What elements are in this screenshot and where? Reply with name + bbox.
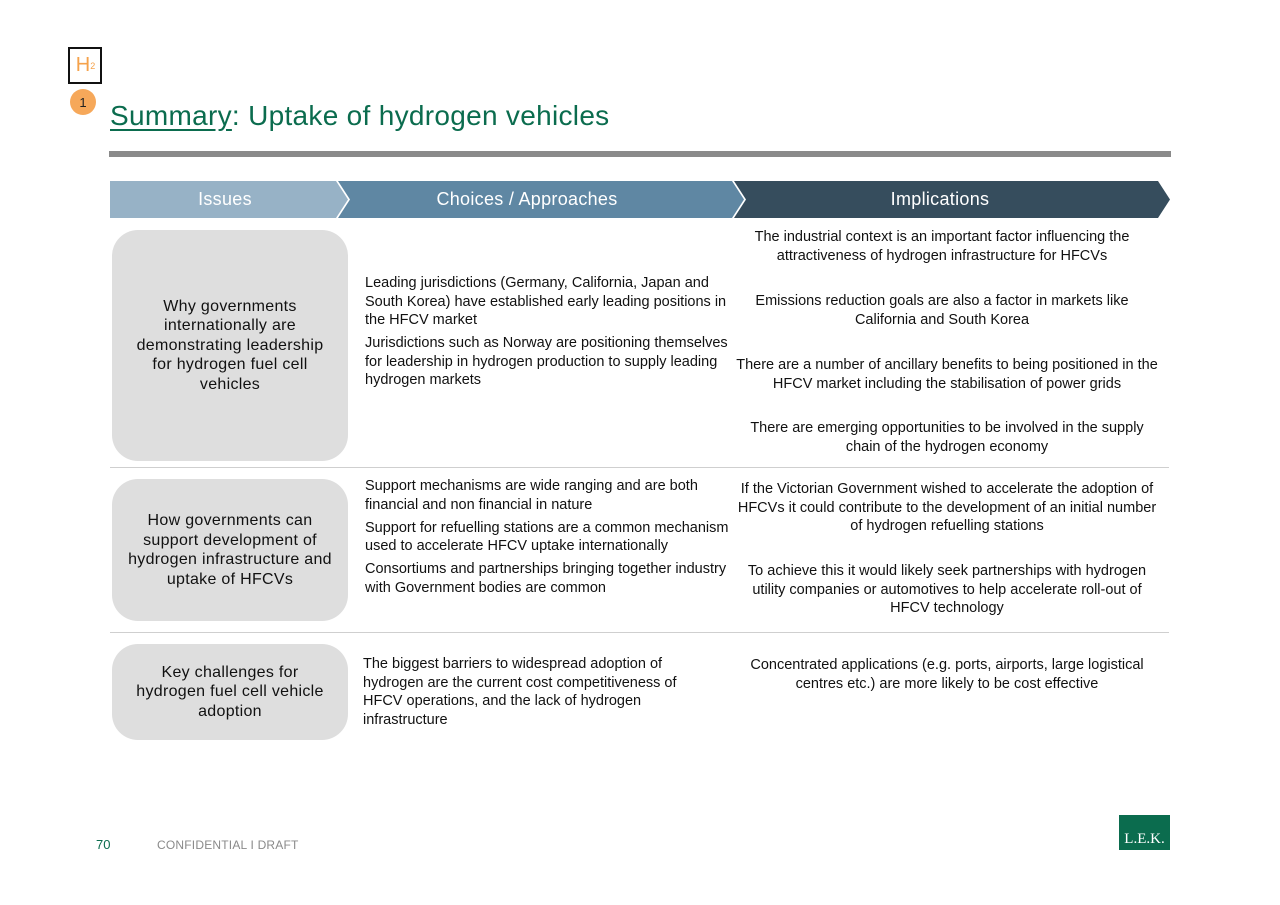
confidentiality-label: CONFIDENTIAL I DRAFT — [157, 838, 299, 852]
lek-logo: L.E.K. — [1119, 815, 1170, 850]
implication-item: To achieve this it would likely seek partnerships with hydrogen utility companies or automotives to help accelerate roll-out of HFCV technology — [747, 563, 1147, 616]
choice-item: Support for refuelling stations are a common mechanism used to accelerate HFCV uptake internationally — [365, 519, 729, 554]
implication-item: The industrial context is an important factor influencing the attractiveness of hydrogen infrastructure for HFCVs — [754, 229, 1130, 264]
choices-row-2 — [365, 477, 731, 602]
choice-item: Consortiums and partnerships bringing together industry with Government bodies are common — [365, 561, 727, 596]
choice-item: Leading jurisdictions (Germany, California, Japan and South Korea) have established early leading positions in the HFCV market — [365, 275, 727, 328]
choice-item: Support mechanisms are wide ranging and are both financial and non financial in nature — [365, 478, 698, 513]
choices-row-3 — [363, 655, 713, 734]
choice-item: Jurisdictions such as Norway are positioning themselves for leadership in hydrogen production to supply leading hydrogen markets — [365, 335, 728, 388]
header-choices: Choices / Approaches — [436, 189, 618, 209]
logo-subscript: 2 — [90, 60, 95, 71]
issue-pill-support: How governments can support development of hydrogen infrastructure and uptake of HFCVs — [112, 479, 348, 621]
logo-h: H — [75, 54, 90, 76]
page-title — [110, 100, 610, 132]
implication-item: If the Victorian Government wished to accelerate the adoption of HFCVs it could contribute to the development of an initial number of hydrogen refuelling stations — [737, 481, 1157, 534]
header-implications: Implications — [890, 189, 990, 209]
choice-item: The biggest barriers to widespread adoption of hydrogen are the current cost competitiveness of HFCV operations, and the lack of hydrogen infrastructure — [363, 656, 677, 728]
implication-item: There are emerging opportunities to be involved in the supply chain of the hydrogen economy — [750, 420, 1144, 455]
hydrogen-logo-icon — [68, 47, 102, 84]
implication-item: Emissions reduction goals are also a factor in markets like California and South Korea — [755, 293, 1129, 328]
issue-pill-leadership: Why governments internationally are demonstrating leadership for hydrogen fuel cell vehicles — [112, 230, 348, 461]
title-text: : Uptake of hydrogen vehicles — [231, 100, 610, 131]
choices-row-1 — [365, 274, 731, 394]
row-separator — [110, 632, 1169, 633]
title-summary-link[interactable]: Summary — [110, 100, 232, 131]
implication-item: There are a number of ancillary benefits to being positioned in the HFCV market including the stabilisation of power grids — [736, 357, 1158, 392]
issue-pill-challenges: Key challenges for hydrogen fuel cell vehicle adoption — [112, 644, 348, 740]
implication-item: Concentrated applications (e.g. ports, airports, large logistical centres etc.) are more likely to be cost effective — [750, 657, 1144, 692]
page-number: 70 — [96, 837, 111, 852]
section-number-badge: 1 — [70, 89, 96, 115]
header-issues: Issues — [198, 189, 252, 209]
title-divider — [109, 151, 1171, 157]
row-separator — [110, 467, 1169, 468]
